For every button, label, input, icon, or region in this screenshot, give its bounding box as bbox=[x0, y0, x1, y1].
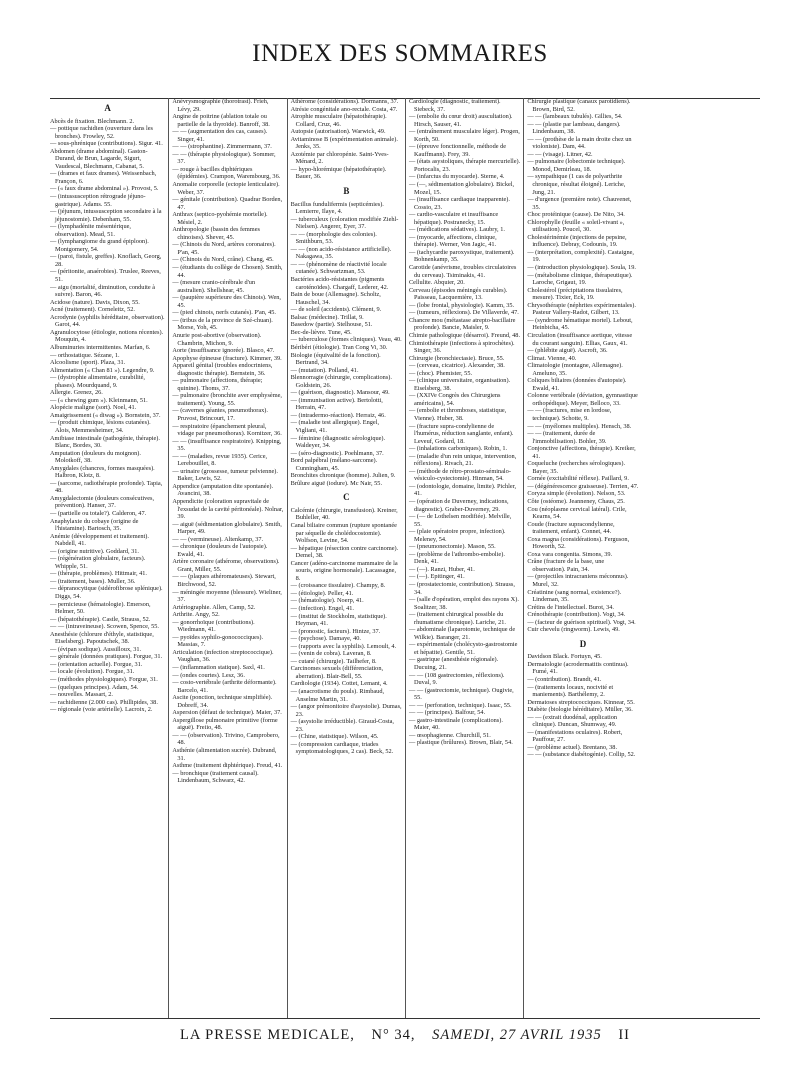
index-entry: — gonorrhoïque (contributions). Wiedmann, 41. bbox=[172, 618, 255, 634]
index-entry: — (Chinois du Nord, artères coronaires). P'an, 45. bbox=[172, 241, 276, 256]
index-entry: — (—). Ranzi, Huber, 41. bbox=[408, 565, 475, 573]
index-entry: Davidson Black. Fortuyn, 45. bbox=[527, 653, 602, 661]
index-entry: Aspergillose pulmonaire primitive (forme aiguë). Freiio, 48. bbox=[172, 716, 278, 732]
index-entry: — œsophagienne. Churchill, 51. bbox=[408, 731, 491, 739]
index-entry: Chrysothérapie (néphrites expérimentales). Pasteur Vallery-Radot, Gilbert, 13. bbox=[527, 301, 636, 317]
footer-date: SAMEDI, 27 AVRIL 1935 bbox=[432, 1027, 602, 1043]
index-entry: — (maladie test allergique). Engel, Vigliani, 41. bbox=[290, 419, 380, 434]
index-entry: — tuberculose (formes cliniques). Veau, 40. bbox=[290, 336, 402, 344]
index-column bbox=[168, 98, 286, 1018]
index-entry: Coqueluche (recherches sérologiques). Bayer, 35. bbox=[527, 460, 626, 475]
index-entry: — (contribution). Brandt, 41. bbox=[527, 676, 602, 684]
index-entry: — (prostatectomie, contribution). Strauss, 34. bbox=[408, 581, 515, 596]
index-entry: Brûlure aiguë (iodure). Mc Nair, 55. bbox=[290, 479, 383, 487]
index-entry: Coude (fracture supracondylienne, traitement, enfant). Connet, 44. bbox=[527, 520, 615, 536]
index-entry: Albuminuries intermittentes. Marfan, 6. bbox=[50, 343, 151, 351]
index-entry: — (choc). Phemister, 55. bbox=[408, 369, 473, 377]
index-entry: Coliques biliaires (données d'autopsie). Ewald, 41. bbox=[527, 377, 627, 392]
index-entry: — — (plaques athéromateuses). Stewart, Birchwood, 52. bbox=[172, 573, 276, 588]
index-entry: Cellulite. Abquier, 20. bbox=[408, 279, 465, 287]
index-entry: — (métabolisme clinique, thérapeutique). Laroche, Grigaut, 19. bbox=[527, 271, 633, 287]
index-column bbox=[405, 98, 523, 1018]
index-entry: — (—, sédimentation globulaire). Bickel, Mozel, 15. bbox=[408, 181, 515, 196]
index-entry: — (drames et faux drames). Weissenbach, Françon, 6. bbox=[50, 170, 157, 185]
index-entry: Dermatologie (acrodermatitis continua). Fumé, 41. bbox=[527, 660, 629, 676]
index-entry: Abcès de fixation. Blechmann. 2. bbox=[50, 117, 135, 125]
index-entry: — (états asystoliques, thérapie mercurielle). Portocalis, 23. bbox=[408, 158, 521, 173]
index-entry: Carotide (anévrisme, troubles circulatoires du cerveau). Tsiminakis, 41. bbox=[408, 264, 517, 279]
index-entry: — (phlébite aiguë). Ascroft, 36. bbox=[527, 347, 608, 355]
index-entry: Coryza simple (évolution). Nelson, 53. bbox=[527, 490, 626, 498]
index-entry: Amygdalectomie (douleurs consécutives, prévention). Hanser, 37. bbox=[50, 494, 155, 510]
index-entry: — — (substance diabétogénie). Collip, 52. bbox=[527, 751, 636, 759]
index-entry: — (cerveau, cicatrice). Alexander, 38. bbox=[408, 362, 505, 370]
index-entry: Autopsie (autorisation). Warwick, 49. bbox=[290, 128, 386, 136]
index-entry: Anthropologie (bassin des femmes chinoises). Shever, 45. bbox=[172, 226, 260, 241]
index-entry: Articulation (infection streptococcique). Vaughan, 36. bbox=[172, 648, 274, 664]
index-entry: Avitaminose B (expérimentation animale). Jenks, 35. bbox=[290, 135, 398, 151]
index-entry: — pottique rachidien (ouverture dans les bronches). Frowley, 52. bbox=[50, 125, 153, 140]
index-entry: Bord palpébral (mélano-sarcome). Cunningham, 45. bbox=[290, 457, 378, 472]
index-entry: — (dystrophie alimentaire, curabilité, phases). Mourdquand, 9. bbox=[50, 374, 145, 389]
index-entry: Atrophie musculaire (hépatothérapie). Collard, Cruz, 46. bbox=[290, 113, 387, 128]
index-entry: Arthrite. Angy, 52. bbox=[172, 611, 220, 619]
index-entry: — (clinique universitaire, organisation). Eiselsberg, 38. bbox=[408, 377, 511, 392]
index-entry: — (inflammation statique). Saxl, 41. bbox=[172, 664, 265, 672]
index-entry: — (sarcome, radiothérapie profonde). Tapia, 48. bbox=[50, 479, 163, 495]
index-entry: — (croissance tissulaire). Champy, 8. bbox=[290, 582, 386, 590]
index-entry: — (infection). Engel, 41. bbox=[290, 605, 354, 612]
index-entry: Cardiologie (diagnostic, traitement). Siebeck, 37. bbox=[408, 98, 501, 113]
index-entry: — (asystolie irréductible). Giraud-Costa, 23. bbox=[290, 718, 395, 733]
index-entry: Appareil génital (troubles endocriniens, diagnostic thérapie). Bernstein, 36. bbox=[172, 362, 273, 377]
section-letter: A bbox=[104, 103, 111, 113]
index-entry: — (Chinois du Nord, crâne). Chang, 45. bbox=[172, 256, 274, 264]
index-entry: Chimie pathologique (désarroi). Freund, 48. bbox=[408, 331, 521, 339]
index-entry: — (syndrome hématique mortel). Lebout, Heinbicha, 45. bbox=[527, 316, 633, 332]
index-entry: — féminine (diagnostic sérologique). Waldeyer, 34. bbox=[290, 434, 386, 450]
index-entry: — abdominale (laparotomie, technique de Wilkie). Baranger, 21. bbox=[408, 626, 516, 641]
index-entry: — pulmonaire (lobectomie technique). Monod, Demirleau, 18. bbox=[527, 158, 626, 173]
index-entry: — — (principes). Balfour, 54. bbox=[408, 709, 486, 717]
index-entry: Cou (néoplasme cervical latéral). Crile, Kearns, 54. bbox=[527, 505, 627, 521]
index-entry: Créatinine (sang normal, existence?). Lindeman, 35. bbox=[527, 588, 622, 604]
index-entry: — (intussusception rétrograde jéjuno-gastrique). Adams. 55. bbox=[50, 193, 146, 208]
index-entry: — chronique (douleurs de l'autopsie). Ewald, 41. bbox=[172, 543, 268, 558]
index-entry: Abdomen (drame abdominal). Gaston-Durand, de Brun, Lagarde, Sigurt, Vaudescal, Blechmann, Cabanat, 5. bbox=[50, 147, 148, 170]
index-entry: Anévrysmographie (thorotrast). Frieh, Lévy, 29. bbox=[172, 98, 269, 113]
index-entry: — respiratoire (épanchement pleural, vidage par pneumothorax). Kornitzer, 36. bbox=[172, 422, 282, 438]
index-entry: — (péritonite, anaérobies). Truslee, Reeves, 51. bbox=[50, 268, 161, 284]
index-entry: — (introduction physiologique). Soula, 19. bbox=[527, 264, 636, 272]
index-entry: — pyoïdes syphilo-gonococciques). Massias, 7. bbox=[172, 633, 264, 649]
index-entry: Colonne vertébrale (déviation, gymnastique orthopédique). Meyer, Belloco, 33. bbox=[527, 392, 638, 407]
index-entry: — (embolie et thromboses, statistique, Vienne). Huber, 38. bbox=[408, 407, 507, 422]
index-entry: Anomalie corporelle (ectopie lenticulaire). Weber, 37. bbox=[172, 181, 280, 196]
footer-journal: LA PRESSE MEDICALE, bbox=[179, 1027, 355, 1043]
index-entry: — gastro-intestinale (complications). Maier, 40. bbox=[408, 716, 503, 732]
index-entry: Cholestérinémie (injections de pepsine, influence). Debray, Codounis, 19. bbox=[527, 233, 627, 249]
index-entry: — costo-vertébrale (arthrite déformante). Barcelo, 41. bbox=[172, 679, 277, 694]
index-entry: Alopécie maligne (sort). Noel, 41. bbox=[50, 404, 137, 412]
index-entry: Alimentation (« Chan 81 »). Legendre, 9. bbox=[50, 366, 155, 374]
index-entry: — plastique (brûlures). Brown, Blair, 54. bbox=[408, 739, 513, 747]
index-entry: — dépranocytique (sidérofibrose splénique). Diggs, 54. bbox=[50, 585, 163, 600]
index-entry: — (lobe frontal, physiologie). Kamm, 35. bbox=[408, 301, 515, 309]
index-entry: — tuberculeux (coloration modifiée Ziehl-Nielsen). Angerer, Eyer, 37. bbox=[290, 215, 399, 231]
index-entry: — (fracture supra-condylienne de l'humérus, réduction sanglante, enfant). Leveuf, Godard, 18. bbox=[408, 422, 514, 445]
index-entry: Athérome (considérations). Dormanns, 37. bbox=[290, 98, 399, 105]
index-entry: — urinaire (grossesse, tumeur pelvienne). Baker, Lewis, 52. bbox=[172, 467, 278, 483]
page-title: INDEX DES SOMMAIRES bbox=[252, 40, 548, 67]
index-entry: Chancre mou (métastase atrepto-bacillaire profonde). Bancie, Maisler, 9. bbox=[408, 316, 516, 332]
index-entry: — (immunisation active). Bertolotti, Herrain, 47. bbox=[290, 396, 383, 412]
index-entry: — (hématologie). Noerp, 41. bbox=[290, 597, 364, 605]
index-entry: — (hépatothérapie). Castle, Strauss, 52. bbox=[50, 615, 151, 623]
section-letter: B bbox=[343, 186, 350, 197]
index-entry: — rouge à bacilles diphtériques (épidémies). Crampon, Warembourg, 36. bbox=[172, 165, 281, 181]
index-entry: — (tribus de la province de Szé-chuan). Morse, Yoh, 45. bbox=[172, 316, 273, 332]
index-entry: Anesthésie (chlorure d'éthyle, statistique, Eiselsberg). Papoutschek, 38. bbox=[50, 630, 154, 646]
index-entry: — (jéjunum, intussusception secondaire à la jéjunostomie). Debenham, 55. bbox=[50, 208, 162, 223]
index-entry: — (guérison, diagnostic). Mansour, 49. bbox=[290, 389, 390, 397]
index-entry: Appendice (amputation dite spontanée). Avancini, 38. bbox=[172, 482, 274, 498]
index-entry: — méningée moyenne (blessure). Wieliner, 37. bbox=[172, 588, 282, 604]
index-entry: — (évipan sodique). Aussilloux, 31. bbox=[50, 645, 142, 653]
index-entry: — — (morphologie des colonies). Smithburn, 53. bbox=[290, 230, 377, 246]
index-entry: Angine de poitrine (ablation totale ou partielle de la thyroïde). Banroff, 38. bbox=[172, 113, 270, 128]
index-entry: Bec-de-lièvre. Tune, 45. bbox=[290, 328, 352, 336]
section-letter: C bbox=[343, 492, 350, 503]
index-entry: — — (vermineuse). Altenkamp, 37. bbox=[172, 535, 264, 543]
index-entry: — (institut de Stockholm, statistique). Heyman, 41. bbox=[290, 612, 387, 628]
index-entry: — (« chewing gum »). Kleinmann, 51. bbox=[50, 396, 148, 404]
index-entry: — — (perforation, technique). Isaac, 55. bbox=[408, 701, 512, 709]
index-entry: Diabète (biologie héréditaire). Müller, 36. bbox=[527, 706, 633, 714]
index-entry: — (étudiants du collège de Chosen). Smith, 44. bbox=[172, 264, 283, 279]
section-letter: D bbox=[579, 638, 587, 649]
index-entry: — (psychose). Damaye, 40. bbox=[290, 635, 361, 643]
index-entry: — (traitement chirurgical possible du rhumatisme chronique). Lariche, 21. bbox=[408, 611, 506, 626]
index-entry: Appendicite (coloration supravitale de l'exsudat de la cavité péritonéale). Nolnar, 39. bbox=[172, 497, 284, 521]
index-entry: Bain de boue (Allemagne). Scholtz, Hauschel, 34. bbox=[290, 291, 381, 306]
index-entry: Chirurgie (bronchiectasie). Bruce, 55. bbox=[408, 354, 505, 362]
index-entry: Côte (ostéome). Jeanneney, Chaus, 25. bbox=[527, 497, 625, 505]
index-entry: — (régénération globulaire, facteurs). Whipple, 51. bbox=[50, 555, 146, 570]
index-entry: — (partielle ou totale?). Calderon, 47. bbox=[50, 509, 147, 517]
index-entry: — (épreuve fonctionnelle, méthode de Kauffmann). Frey, 39. bbox=[408, 143, 507, 158]
index-entry: — (lymphadénite mésentérique, observation). Mead, 51. bbox=[50, 223, 131, 238]
index-entry: Amibiase intestinale (pathogénie, thérapie). Blanc, Bordes, 30. bbox=[50, 434, 160, 450]
index-column bbox=[287, 98, 405, 1018]
index-entry: Aspersion (défaut de technique). Maier, 37. bbox=[172, 709, 282, 717]
index-entry: — (entraînement musculaire léger). Progen, Korth, 50. bbox=[408, 128, 520, 143]
index-entry: Cerveau (épisodes méningés curables). Paisseau, Lacquemière, 13. bbox=[408, 286, 508, 302]
index-entry: Chirurgie plastique (canaux parotidiens). Brown, Bird, 52. bbox=[527, 98, 631, 113]
index-entry: — hépatique (résection contre carcinome). Demel, 38. bbox=[290, 544, 399, 560]
index-entry: — nouvelles. Massart, 2. bbox=[50, 691, 113, 699]
index-entry: — d'urgence (première note). Chauvenet, 35. bbox=[527, 196, 632, 211]
index-entry: Cardiologie (1934). Cottet, Lemant, 4. bbox=[290, 680, 388, 688]
index-entry: Acidose (nature). Davis, Dixon, 55. bbox=[50, 298, 140, 306]
index-entry: Conjonctive (affections, thérapie). Kreiker, 41. bbox=[527, 445, 636, 460]
page-footer bbox=[50, 1027, 760, 1044]
index-entry: — (— de Lothelsen modifiée). Melville, 55. bbox=[408, 513, 512, 528]
index-entry: Béribéri (étiologie). Tran Cong Vi, 30. bbox=[290, 343, 388, 351]
index-entry: Bactéries acido-résistantes (pigments caroténoïdes). Chargaff, Lederer, 42. bbox=[290, 276, 389, 291]
index-entry: — (pied chinois, nerfs cutanés). P'an, 45. bbox=[172, 309, 276, 317]
index-entry: — — (augmentation des cas, causes). Singer, 41. bbox=[172, 128, 268, 143]
index-entry: Artériographie. Allen, Camp, 52. bbox=[172, 603, 256, 611]
index-entry: — (orientation actuelle). Forgue, 31. bbox=[50, 660, 143, 668]
index-entry: Climat. Vienne, 40. bbox=[527, 354, 577, 362]
index-entry: Alcoolisme (sport). Plaza, 31. bbox=[50, 359, 126, 367]
index-entry: — gastrique (anesthésie régionale). Ducuing, 21. bbox=[408, 656, 499, 672]
index-entry: — (quelques principes). Adam, 54. bbox=[50, 683, 139, 691]
index-entry: — (paroi, fistule, greffes). Knoflach, Georg, 28. bbox=[50, 253, 162, 268]
index-entry: Basedow (partie). Stelhouse, 51. bbox=[290, 321, 373, 329]
index-entry: — sympathique (1 cas de polyarthrite chronique, résultat éloigné). Leriche, Jung, 21. bbox=[527, 173, 626, 196]
index-entry: — (XXIVe Congrès des Chirurgiens américains), 54. bbox=[408, 392, 501, 407]
index-columns bbox=[50, 98, 760, 1018]
index-entry: — — (strophantine). Zimmermann, 37. bbox=[172, 143, 272, 151]
index-entry: — pulmonaire (bronchite aver emphysème, traitement). Young, 55. bbox=[172, 392, 282, 407]
index-entry: Crétins de l'intellectuel. Burot, 34. bbox=[527, 603, 614, 611]
index-entry: — (paupière supérieure des Chinois). Wen, 45. bbox=[172, 294, 281, 309]
index-entry: — locale (évolution). Forgue, 31. bbox=[50, 668, 135, 676]
index-entry: — (médications sédatives). Laubry, 1. bbox=[408, 226, 505, 234]
index-entry: — pulmonaire (affections, thérapie; quinine). Thoms, 37. bbox=[172, 377, 263, 392]
index-entry: — cardio-vasculaire et insuffisance hépatique). Postranecky, 15. bbox=[408, 211, 499, 226]
index-entry: Cancer (adéno-carcinome mammaire de la souris, origine hormonale). Lacassagne, 8. bbox=[290, 559, 398, 582]
index-entry: — (Chine, statistique). Wilson, 45. bbox=[290, 733, 379, 741]
index-entry: — (myocarde, affections, clinique, thérapie). Werner, Von Jagic, 41. bbox=[408, 233, 497, 249]
index-entry: — (venin de cobra). Laveran, 8. bbox=[290, 650, 372, 658]
index-entry: Calcémie (chirurgie, transfusion). Kreiner, Buhleller, 40. bbox=[290, 506, 398, 522]
index-entry: — (origine nutritive). Goddard, 31. bbox=[50, 547, 140, 555]
footer-rule bbox=[50, 1018, 760, 1019]
index-entry: — (étiologie). Peller, 41. bbox=[290, 589, 354, 597]
index-entry: Apophyse épineuse (fracture). Kimmer, 39. bbox=[172, 354, 282, 362]
index-entry: Biologie (équivalité de la fonction). Bertrand, 34. bbox=[290, 351, 381, 367]
index-entry: Dermatoses streptococciques. Kinnear, 55. bbox=[527, 698, 635, 706]
index-entry: — (tumeurs, réflexions). De Villaverde, 47. bbox=[408, 309, 519, 317]
index-entry: — (tachycardie paroxystique, traitement). Bohnenkamp, 35. bbox=[408, 248, 515, 264]
index-entry: — hypo-hlorémique (hépatothérapie). Bauer, 36. bbox=[290, 165, 387, 181]
index-entry: — (compression cardiaque, triades symptomatologiques, 2 cas). Beck, 52. bbox=[290, 740, 394, 756]
index-entry: — — (non acido-résistance artificielle). Nakagawa, 35. bbox=[290, 245, 392, 261]
index-entry: Amaigrissement (« diwag »). Bornstein, 37. bbox=[50, 411, 161, 419]
index-entry: — (mesure cranio-cérébrale d'un australien). Shellshear, 45. bbox=[172, 279, 256, 294]
index-entry: — — (myélomes multiples). Hensch, 38. bbox=[527, 422, 632, 430]
index-entry: — cutané (chirurgie). Tailhefer, 8. bbox=[290, 657, 377, 665]
index-entry: — régionale (voie artérielle). Lacroix, 2. bbox=[50, 706, 153, 714]
index-entry: — — (maladies, revue 1935). Cerice, Lerebouillet, 8. bbox=[172, 452, 268, 468]
index-entry: — (séro-diagnostic). Poehlmann, 37. bbox=[290, 449, 384, 457]
index-entry: — pernicieuse (hématologie). Emerson, Helmer, 50. bbox=[50, 600, 151, 616]
index-entry: — (intradermo-réaction). Herraiz, 46. bbox=[290, 411, 386, 419]
index-entry: — (facteur de guérison spirituel). Vogt, 34. bbox=[527, 618, 636, 626]
index-entry: — (produit chimique, lésions cutanées). Alois, Memmesheimer, 34. bbox=[50, 419, 151, 434]
index-entry: — (traitements locaux, nocivité et maniements). Barthélemy, 2. bbox=[527, 683, 614, 699]
index-entry: — expérimentale (cholécysto-gastrostomie et hépatite). Gentile, 51. bbox=[408, 641, 518, 656]
index-entry: — — (prothèse de la main droite chez un violoniste). Dam, 44. bbox=[527, 135, 632, 151]
index-entry: Canal biliaire commun (rupture spontanée par séquelle de cholédocostomie). Wolfson, Levine, 54. bbox=[290, 521, 397, 545]
index-entry: Cholestérol (précipitations tissulaires, mesure). Tixier, Eck, 19. bbox=[527, 286, 623, 302]
index-entry: — — (observation). Trivino, Camprobero, 48. bbox=[172, 731, 280, 747]
index-entry: — (odontologie, domaine, limite). Pichler, 41. bbox=[408, 482, 517, 498]
index-entry: — (méthodes physiologiques). Forgue, 31. bbox=[50, 676, 158, 684]
index-entry: — (cavernes géantes, pneumothorax). Pruvost, Brincourt, 17. bbox=[172, 407, 268, 422]
index-entry: Chlorophylle (feuille « soleil-vivant », utilisation). Poucel, 30. bbox=[527, 218, 625, 234]
index-entry: Azotémie par chloropénie. Saint-Yves-Ménard, 2. bbox=[290, 150, 389, 166]
index-entry: Agranulocytose (étiologie, notions récentes). Mouquin, 4. bbox=[50, 328, 164, 344]
index-entry: — (anacrotisme du pouls). Rimbaud, Anselme Martin, 31. bbox=[290, 688, 385, 703]
index-entry: — (projectiles intracraniens méconnus). Murel, 32. bbox=[527, 573, 629, 588]
index-entry: Asthénie (alimentation sucrée). Dubrand, 31. bbox=[172, 747, 277, 762]
index-column bbox=[50, 98, 168, 1018]
index-entry: — — (visage). Litner, 42. bbox=[527, 150, 593, 158]
index-entry: — — (extrait duodénal, application clinique). Duncan, Shumway, 49. bbox=[527, 713, 618, 729]
footer-issue: N° 34, bbox=[371, 1027, 416, 1043]
index-entry: Artère coronaire (athérome, observations). Grant, Miller, 55. bbox=[172, 558, 280, 573]
index-entry: — de soleil (accidents). Clément, 9. bbox=[290, 306, 382, 314]
index-entry: — — (gastrectomie, technique). Ougivie, 55. bbox=[408, 686, 514, 702]
index-entry: — — (fractures, mise en lordose, technique). Schotte, 9. bbox=[527, 407, 612, 422]
footer-page: II bbox=[618, 1027, 631, 1043]
index-entry: Cornée (excitabilité réflexe). Paillard, 9. bbox=[527, 475, 629, 483]
index-entry: — (insuffisance cardiaque inapparente). Cossio, 23. bbox=[408, 196, 510, 211]
index-entry: — (inhalations carboniques). Robin, 1. bbox=[408, 445, 508, 453]
index-entry: — générale (données pratiques). Forgue, 31. bbox=[50, 653, 163, 661]
index-entry: — (opération de Duverney, indications, diagnostic). Graber-Duverney, 29. bbox=[408, 497, 509, 513]
index-entry: Coxa vara congenita. Simons, 39. bbox=[527, 550, 613, 558]
index-entry: — (ondes courtes). Lesz, 36. bbox=[172, 671, 245, 679]
index-entry: — (thérapie, problèmes). Hittmair, 41. bbox=[50, 570, 147, 578]
index-entry: — (« faux drame abdominal »). Provost, 5. bbox=[50, 185, 159, 193]
index-entry: — (plaie opératoire propre, infection). Meleney, 54. bbox=[408, 528, 506, 543]
index-entry: Carcinomes sexuels (différenciation, aberration). Blair-Bell, 55. bbox=[290, 665, 384, 680]
index-entry: Amygdales (chancres, formes masquées). Halbron, Klotz, 8. bbox=[50, 464, 155, 480]
index-entry: Anthrax (septico-pyohémie mortelle). Mésiel, 2. bbox=[172, 211, 268, 226]
index-entry: Balsac (médecine). Trillat, 9. bbox=[290, 313, 364, 321]
index-entry: — (rapports avec la syphilis). Lemoult, 4. bbox=[290, 642, 397, 650]
index-entry: — — (intraveineuse). Scowen, Spence, 55. bbox=[50, 623, 159, 631]
index-entry: Blennorragie (chirurgie, complications). Goldstein, 26. bbox=[290, 374, 392, 389]
index-entry: Coxa magna (considérations). Ferguson, Howorth, 52. bbox=[527, 535, 630, 551]
index-entry: — (méthode de rétro-prostato-séminalo-vésiculo-cystectomie). Hinman, 54. bbox=[408, 467, 511, 483]
index-entry: — (problème actuel). Brentano, 38. bbox=[527, 743, 618, 751]
index-entry: — — (108 gastrectomies, réflexions). Duval, 9. bbox=[408, 671, 505, 687]
index-entry: Asthme (traitement diphtérique). Freud, 41. bbox=[172, 762, 283, 770]
index-entry: — (mutation). Polland, 41. bbox=[290, 366, 359, 374]
index-entry: — (pneumonectomie). Mason, 55. bbox=[408, 543, 496, 551]
index-entry: Acné (traitement). Corneleitz, 52. bbox=[50, 306, 135, 314]
index-entry: — — (insuffisance respiratoire). Knipping, 35. bbox=[172, 437, 282, 453]
index-entry: — (dégénérescence graisseuse). Terrien, 47. bbox=[527, 482, 639, 490]
index-entry: — aiguë (sédimentation globulaire). Smith, Harper, 49. bbox=[172, 520, 282, 536]
index-entry: — (manifestations oculaires). Robert, Pauffour, 27. bbox=[527, 728, 623, 744]
index-entry: — — (plastie par lambeau, dangers). Lindenbaum, 38. bbox=[527, 120, 621, 136]
index-entry: — — (phénomène de réactivité locale cutanée). Schwartzman, 53. bbox=[290, 260, 387, 276]
index-entry: — (embolie du cœur droit) auscultation). Hirsch, Sauser, 41. bbox=[408, 113, 513, 128]
index-entry: Aorte (insuffisance ignorée). Blasco, 47. bbox=[172, 347, 275, 355]
index-entry: — (maladie d'un rein unique, intervention, réflexions). Rivach, 21. bbox=[408, 452, 517, 468]
index-entry: — (problème de l'athrombo-embolie). Denk, 41. bbox=[408, 550, 505, 566]
index-entry: — aigu (mortalité, diminution, conduite à suivre). Baron, 46. bbox=[50, 283, 156, 299]
index-entry: — (salle d'opération, emploi des rayons X). Soalitzer, 38. bbox=[408, 596, 519, 611]
index-entry: — bronchique (traitement causal). Lindenbaum, Schwarz, 42. bbox=[172, 769, 259, 785]
index-entry: — — (traitement, durée de l'immobilisation). Bohler, 39. bbox=[527, 430, 607, 445]
index-entry: Bacillus fundulifermis (septicémies). Lemierre, Ilaye, 4. bbox=[290, 200, 384, 216]
index-entry: Crâne (fracture de la base, une observation). Pain, 34. bbox=[527, 558, 605, 573]
index-entry: Allergie. Grenez, 26. bbox=[50, 389, 103, 397]
index-entry: — (infarctus du myocarde). Sterne, 4. bbox=[408, 173, 505, 181]
index-entry: Chimiothérapie (infections à spirochètes). Singer, 36. bbox=[408, 339, 515, 355]
index-entry: Bronchites chronique (homme). Julien, 9. bbox=[290, 472, 396, 480]
index-entry: Crénothérapie (contribution). Vogt, 34. bbox=[527, 611, 626, 619]
index-column bbox=[523, 98, 641, 1018]
index-entry: — sous-phrénique (contributions). Sigur. 41. bbox=[50, 140, 163, 148]
index-entry: Circulation (insuffisance aortique, vitesse du courant sanguin). Ellias, Gaux, 41. bbox=[527, 331, 633, 347]
index-entry: — (interprétation, complexité). Castaigne, 19. bbox=[527, 248, 634, 264]
index-entry: — (lymphangiome du grand épiploon). Montgomery, 54. bbox=[50, 238, 149, 253]
index-entry: Amputation (douleurs du moignon). Molotkoff, 38. bbox=[50, 449, 141, 465]
index-entry: — orthostatique. Sézane, 1. bbox=[50, 351, 120, 359]
index-entry: Anaphylaxie du cobaye (origine de l'histamine). Bartosch, 35. bbox=[50, 517, 139, 533]
index-entry: — rachidienne (2.000 cas). Phillipides, 38. bbox=[50, 698, 158, 706]
index-entry: — — (thérapie physiologique). Sommer, 37. bbox=[172, 150, 276, 166]
index-entry: — (traitement, bases). Muller, 36. bbox=[50, 577, 136, 585]
index-entry: — génitale (contribution). Quadrar Borden, 47. bbox=[172, 196, 283, 211]
index-entry: — — (lambeaux tubulés). Gillies, 54. bbox=[527, 113, 623, 121]
index-entry: — (angor prémonitoire d'asystolie). Dumas, 23. bbox=[290, 703, 402, 718]
index-entry: Anémie (développement et traitement). Nabdell, 41. bbox=[50, 532, 149, 548]
index-entry: — (pronostic, facteurs). Hintze, 37. bbox=[290, 627, 381, 635]
index-entry: Acrodynie (syphilis héréditaire, observation). Garot, 44. bbox=[50, 313, 165, 329]
index-entry: Cuir chevelu (ringworm). Lewis, 49. bbox=[527, 626, 620, 634]
index-entry: Climatologie (montagne, Allemagne). Ameluno, 35. bbox=[527, 362, 623, 377]
index-entry: — (—). Epitinger, 41. bbox=[408, 573, 465, 581]
index-entry: Atrésie congénitale ano-rectale. Costa, 47. bbox=[290, 105, 398, 113]
index-entry: Anurie post-abortive (observation). Chambrin, Michon, 9. bbox=[172, 331, 262, 347]
index-entry: Choc protéinique (cause). De Nito, 34. bbox=[527, 211, 625, 219]
index-entry: Ascite (ponction, technique simplifiée). Dobreff, 34. bbox=[172, 694, 273, 709]
